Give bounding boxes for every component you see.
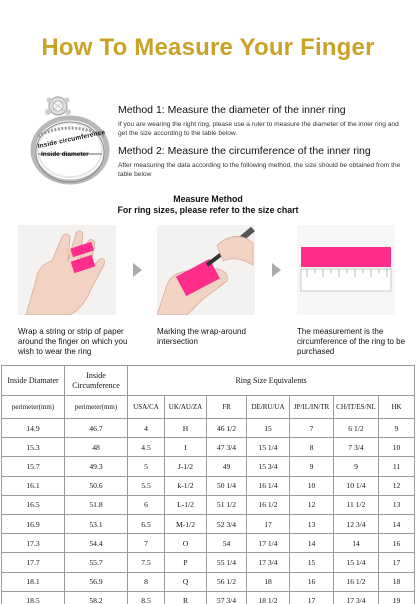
- table-cell: 16 1/2: [247, 495, 290, 514]
- table-cell: 5.5: [128, 476, 165, 495]
- table-cell: 12: [290, 495, 334, 514]
- table-cell: 14: [334, 534, 379, 553]
- ring-size-table: [1, 365, 415, 604]
- table-cell: 11 1/2: [334, 495, 379, 514]
- table-cell: 17 1/4: [247, 534, 290, 553]
- table-cell: 7: [128, 534, 165, 553]
- table-cell: 12 3/4: [334, 514, 379, 533]
- table-cell: 19: [379, 591, 415, 604]
- table-cell: 5: [128, 457, 165, 476]
- table-cell: 17 3/4: [334, 591, 379, 604]
- table-cell: R: [165, 591, 207, 604]
- arrow-right-icon: [133, 263, 142, 277]
- table-cell: 7.5: [128, 553, 165, 572]
- table-row: [2, 572, 415, 591]
- ring-diameter-label: Inside diameter: [41, 151, 89, 158]
- table-cell: L-1/2: [165, 495, 207, 514]
- method-2: [118, 145, 408, 179]
- step-2-photo: [157, 225, 255, 315]
- table-cell: 56.9: [65, 572, 128, 591]
- ring-illustration: [28, 88, 114, 188]
- table-cell: 9: [290, 457, 334, 476]
- table-cell: 6: [128, 495, 165, 514]
- table-cell: P: [165, 553, 207, 572]
- table-body: [2, 419, 415, 604]
- table-cell: H: [165, 419, 207, 438]
- table-cell: 47 3/4: [207, 438, 247, 457]
- table-cell: 7 3/4: [334, 438, 379, 457]
- table-cell: M-1/2: [165, 514, 207, 533]
- step-3-caption: The measurement is the circumference of the ring to be purchased: [297, 327, 406, 356]
- table-cell: k-1/2: [165, 476, 207, 495]
- table-cell: 14: [290, 534, 334, 553]
- ruler-image: [297, 225, 395, 315]
- table-cell: 55.7: [65, 553, 128, 572]
- table-row: [2, 553, 415, 572]
- table-cell: O: [165, 534, 207, 553]
- table-cell: 10 1/4: [334, 476, 379, 495]
- table-cell: 52 3/4: [207, 514, 247, 533]
- step-2-caption: Marking the wrap-around intersection: [157, 327, 246, 346]
- table-subheader-row: [2, 396, 415, 419]
- table-cell: 57 3/4: [207, 591, 247, 604]
- table-cell: 16: [290, 572, 334, 591]
- table-cell: 54: [207, 534, 247, 553]
- column-header: USA/CA: [128, 396, 165, 419]
- table-cell: 46 1/2: [207, 419, 247, 438]
- table-cell: Q: [165, 572, 207, 591]
- table-cell: 13: [379, 495, 415, 514]
- step-1-photo: [18, 225, 116, 315]
- method-2-title: Method 2: Measure the circumference of the inner ring: [118, 145, 371, 157]
- table-cell: 11: [379, 457, 415, 476]
- marking-image: [157, 225, 255, 315]
- measure-method-heading: Measure Method: [173, 194, 243, 204]
- table-cell: 12: [379, 476, 415, 495]
- table-cell: 15: [290, 553, 334, 572]
- table-cell: 8: [128, 572, 165, 591]
- table-cell: 58.2: [65, 591, 128, 604]
- table-row: [2, 514, 415, 533]
- table-cell: 17.3: [2, 534, 65, 553]
- table-cell: 18.5: [2, 591, 65, 604]
- table-cell: 7: [290, 419, 334, 438]
- table-cell: 16.9: [2, 514, 65, 533]
- table-cell: 10: [290, 476, 334, 495]
- table-cell: 49: [207, 457, 247, 476]
- table-row: [2, 438, 415, 457]
- column-header: DE/RU/UA: [247, 396, 290, 419]
- table-cell: 9: [334, 457, 379, 476]
- table-cell: 51 1/2: [207, 495, 247, 514]
- measure-method-subheading: For ring sizes, please refer to the size chart: [117, 205, 299, 215]
- arrow-right-icon: [272, 263, 281, 277]
- step-3-photo: [297, 225, 395, 315]
- table-cell: 15 1/4: [247, 438, 290, 457]
- table-cell: 15: [247, 419, 290, 438]
- table-cell: 56 1/2: [207, 572, 247, 591]
- table-cell: 14: [379, 514, 415, 533]
- table-cell: 16 1/4: [247, 476, 290, 495]
- column-header: JP/IL/IN/TR: [290, 396, 334, 419]
- column-header: perimeter(mm): [2, 396, 65, 419]
- method-2-desc: After measuring the data according to the following method, the size should be obtained from the table below: [118, 162, 401, 178]
- table-cell: 8.5: [128, 591, 165, 604]
- table-cell: 15 3/4: [247, 457, 290, 476]
- table-cell: 50 1/4: [207, 476, 247, 495]
- table-cell: 15 1/4: [334, 553, 379, 572]
- table-cell: 18: [379, 572, 415, 591]
- table-cell: 16.1: [2, 476, 65, 495]
- table-row: [2, 476, 415, 495]
- table-cell: 8: [290, 438, 334, 457]
- table-cell: 51.8: [65, 495, 128, 514]
- column-header: FR: [207, 396, 247, 419]
- table-cell: I: [165, 438, 207, 457]
- method-1-title: Method 1: Measure the diameter of the inner ring: [118, 104, 346, 116]
- table-cell: 4.5: [128, 438, 165, 457]
- table-row: [2, 534, 415, 553]
- table-row: [2, 419, 415, 438]
- table-cell: 48: [65, 438, 128, 457]
- table-row: [2, 591, 415, 604]
- table-cell: 16 1/2: [334, 572, 379, 591]
- table-cell: 6.5: [128, 514, 165, 533]
- table-cell: 4: [128, 419, 165, 438]
- table-row: [2, 457, 415, 476]
- page-title: How To Measure Your Finger: [41, 34, 375, 61]
- table-cell: 53.1: [65, 514, 128, 533]
- method-1-desc: If you are wearing the right ring, please use a ruler to measure the diameter of the inner ring and get the size according to the table below.: [118, 121, 399, 137]
- table-cell: 46.7: [65, 419, 128, 438]
- table-cell: 9: [379, 419, 415, 438]
- table-cell: 17 3/4: [247, 553, 290, 572]
- table-cell: 10: [379, 438, 415, 457]
- step-1-caption: Wrap a string or strip of paper around the finger on which you wish to wear the ring: [18, 327, 128, 356]
- table-cell: 17: [247, 514, 290, 533]
- table-cell: 17.7: [2, 553, 65, 572]
- table-cell: 13: [290, 514, 334, 533]
- table-cell: 6 1/2: [334, 419, 379, 438]
- table-cell: 18: [247, 572, 290, 591]
- column-header: HK: [379, 396, 415, 419]
- table-cell: 17: [290, 591, 334, 604]
- table-cell: 49.3: [65, 457, 128, 476]
- table-cell: J-1/2: [165, 457, 207, 476]
- table-cell: 16.5: [2, 495, 65, 514]
- table-cell: 18 1/2: [247, 591, 290, 604]
- hand-wrap-image: [18, 225, 116, 315]
- table-header-row: [2, 366, 415, 396]
- method-1: [118, 104, 408, 138]
- table-cell: 18.1: [2, 572, 65, 591]
- header-ring-size-equivalents: Ring Size Equivalents: [128, 366, 415, 396]
- column-header: perimeter(mm): [65, 396, 128, 419]
- table-row: [2, 495, 415, 514]
- table-cell: 50.6: [65, 476, 128, 495]
- column-header: CH/IT/ES/NL: [334, 396, 379, 419]
- table-cell: 17: [379, 553, 415, 572]
- table-cell: 15.7: [2, 457, 65, 476]
- table-cell: 55 1/4: [207, 553, 247, 572]
- table-cell: 54.4: [65, 534, 128, 553]
- ring-circumference-label: Inside circumference: [37, 128, 107, 151]
- header-circumference: Inside Circumference: [65, 366, 128, 396]
- table-cell: 16: [379, 534, 415, 553]
- header-diameter: Inside Diamater: [2, 366, 65, 396]
- column-header: UK/AU/ZA: [165, 396, 207, 419]
- table-cell: 15.3: [2, 438, 65, 457]
- table-cell: 14.9: [2, 419, 65, 438]
